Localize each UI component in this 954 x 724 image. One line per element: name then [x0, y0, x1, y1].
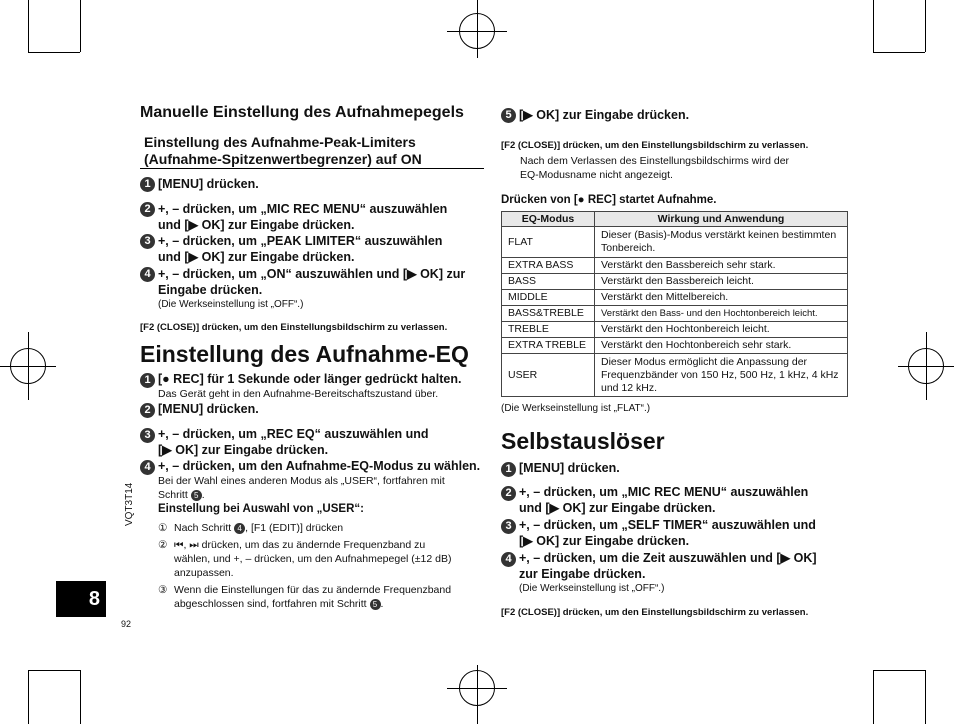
- step-number: 4: [140, 460, 155, 475]
- effect-cell: Dieser (Basis)-Modus verstärkt keinen bestimmten Tonbereich.: [595, 227, 848, 258]
- user-item-2: [158, 538, 488, 580]
- table-row: [502, 274, 848, 290]
- item-text: wählen, und +, – drücken, um den Aufnahmepegel (±12 dB): [174, 553, 452, 565]
- step-text: und [▶ OK] zur Eingabe drücken.: [158, 250, 355, 264]
- mode-cell: TREBLE: [502, 322, 595, 338]
- step-text: +, – drücken, um „MIC REC MENU“ auszuwählen: [519, 485, 809, 499]
- step-text: [▶ OK] zur Eingabe drücken.: [158, 443, 329, 457]
- step-text: +, – drücken, um „SELF TIMER“ auszuwählen und: [519, 518, 816, 532]
- close-note: [F2 (CLOSE)] drücken, um den Einstellungsbildschirm zu verlassen.: [140, 322, 448, 333]
- step-ref-5: 5: [191, 490, 202, 501]
- step-text: [▶ OK] zur Eingabe drücken.: [519, 108, 690, 122]
- step-text: +, – drücken, um „REC EQ“ auszuwählen und: [158, 427, 429, 441]
- doc-code: VQT3T14: [124, 482, 135, 526]
- user-item-3: [158, 583, 488, 611]
- table-row: [502, 354, 848, 397]
- mode-cell: USER: [502, 354, 595, 397]
- step-text: und [▶ OK] zur Eingabe drücken.: [519, 501, 716, 515]
- step-ref-5: 5: [370, 599, 381, 610]
- effect-cell: Verstärkt den Hochtonbereich leicht.: [595, 322, 848, 338]
- item-text: Wenn die Einstellungen für das zu ändernde Frequenzband: [174, 584, 452, 596]
- item-text: .: [380, 598, 384, 610]
- step-text: [MENU] drücken.: [158, 177, 259, 191]
- column-header: EQ-Modus: [502, 212, 595, 227]
- step-text: [● REC] für 1 Sekunde oder länger gedrückt halten.: [158, 372, 462, 386]
- step-number: 2: [140, 403, 155, 418]
- user-list: [158, 521, 488, 611]
- step-text: und [▶ OK] zur Eingabe drücken.: [158, 218, 355, 232]
- item-mark: ②: [158, 539, 168, 551]
- item-text: ⏮, ⏭ drücken, um das zu ändernde Frequenzband zu: [174, 539, 426, 551]
- item-text: Nach Schritt: [174, 522, 232, 534]
- mode-cell: MIDDLE: [502, 290, 595, 306]
- table-row: [502, 322, 848, 338]
- step-number: 2: [140, 202, 155, 217]
- step-number: 1: [140, 373, 155, 388]
- effect-cell: Verstärkt den Bassbereich sehr stark.: [595, 258, 848, 274]
- mode-cell: BASS&TREBLE: [502, 306, 595, 322]
- step-number: 3: [140, 428, 155, 443]
- step-ref-4: 4: [234, 523, 245, 534]
- step-number: 4: [501, 552, 516, 567]
- step-number: 1: [501, 462, 516, 477]
- section-heading: Manuelle Einstellung des Aufnahmepegels: [140, 104, 464, 121]
- self-timer-title: Selbstauslöser: [501, 428, 665, 454]
- effect-cell: Verstärkt den Mittelbereich.: [595, 290, 848, 306]
- mode-cell: FLAT: [502, 227, 595, 258]
- item-mark: ①: [158, 522, 168, 534]
- item-text: anzupassen.: [174, 567, 234, 579]
- step-text: +, – drücken, um „MIC REC MENU“ auszuwählen: [158, 202, 448, 216]
- effect-cell: Verstärkt den Hochtonbereich sehr stark.: [595, 338, 848, 354]
- mode-cell: EXTRA BASS: [502, 258, 595, 274]
- step-number: 5: [501, 108, 516, 123]
- step-text: zur Eingabe drücken.: [519, 567, 646, 581]
- step-note: Bei der Wahl eines anderen Modus als „USER“, fortfahren mit: [158, 475, 445, 487]
- step-number: 4: [140, 267, 155, 282]
- column-header: Wirkung und Anwendung: [595, 212, 848, 227]
- factory-default-note: (Die Werkseinstellung ist „OFF“.): [519, 583, 665, 594]
- effect-cell: Verstärkt den Bassbereich leicht.: [595, 274, 848, 290]
- step-text: [MENU] drücken.: [519, 461, 620, 475]
- step-number: 3: [501, 519, 516, 534]
- note-line: EQ-Modusname nicht angezeigt.: [520, 169, 673, 181]
- step-number: 1: [140, 177, 155, 192]
- step-text: +, – drücken, um den Aufnahme-EQ-Modus zu wählen.: [158, 459, 481, 473]
- step-text: Eingabe drücken.: [158, 283, 263, 297]
- table-note: (Die Werkseinstellung ist „FLAT“.): [501, 403, 651, 414]
- item-text: , [F1 (EDIT)] drücken: [245, 522, 344, 534]
- factory-default-note: (Die Werkseinstellung ist „OFF“.): [158, 299, 304, 310]
- close-note-right-2: [F2 (CLOSE)] drücken, um den Einstellungsbildschirm zu verlassen.: [501, 607, 809, 618]
- mode-cell: EXTRA TREBLE: [502, 338, 595, 354]
- step-number: 3: [140, 234, 155, 249]
- close-note-right: [F2 (CLOSE)] drücken, um den Einstellungsbildschirm zu verlassen.: [501, 140, 809, 151]
- after-close-note: [520, 154, 789, 182]
- step-text: +, – drücken, um die Zeit auszuwählen und [▶ OK]: [519, 551, 817, 565]
- step-note: Das Gerät geht in den Aufnahme-Bereitschaftszustand über.: [158, 388, 439, 400]
- item-text: abgeschlossen sind, fortfahren mit Schritt: [174, 598, 367, 610]
- page-tab: 8: [56, 581, 106, 617]
- step-text: [▶ OK] zur Eingabe drücken.: [519, 534, 690, 548]
- table-row: [502, 258, 848, 274]
- eq-title: Einstellung des Aufnahme-EQ: [140, 341, 469, 367]
- effect-cell: Verstärkt den Bass- und den Hochtonbereich leicht.: [595, 306, 848, 322]
- rec-start-note: Drücken von [● REC] startet Aufnahme.: [501, 194, 717, 206]
- note-line: Nach dem Verlassen des Einstellungsbildschirms wird der: [520, 155, 790, 167]
- subheading-line-1: Einstellung des Aufnahme-Peak-Limiters: [144, 134, 416, 150]
- mode-cell: BASS: [502, 274, 595, 290]
- subheading: [144, 134, 422, 168]
- item-mark: ③: [158, 584, 168, 596]
- table-row: [502, 306, 848, 322]
- divider: [140, 168, 484, 169]
- user-item-1: [158, 521, 488, 535]
- subheading-line-2: (Aufnahme-Spitzenwertbegrenzer) auf ON: [144, 151, 422, 167]
- step-number: 2: [501, 486, 516, 501]
- step-text: [MENU] drücken.: [158, 402, 259, 416]
- table-row: [502, 227, 848, 258]
- step-text: +, – drücken, um „ON“ auszuwählen und [▶ OK] zur: [158, 267, 466, 281]
- page-number: 92: [121, 619, 132, 629]
- step-text: +, – drücken, um „PEAK LIMITER“ auszuwählen: [158, 234, 443, 248]
- table-row: [502, 290, 848, 306]
- step-note: Schritt: [158, 489, 188, 501]
- eq-mode-table: [501, 211, 848, 397]
- table-row: [502, 338, 848, 354]
- user-heading: Einstellung bei Auswahl von „USER“:: [158, 503, 364, 515]
- effect-cell: Dieser Modus ermöglicht die Anpassung der Frequenzbänder von 150 Hz, 500 Hz, 1 kHz, 4 kHz und 12 kHz.: [595, 354, 848, 397]
- table-header-row: [502, 212, 848, 227]
